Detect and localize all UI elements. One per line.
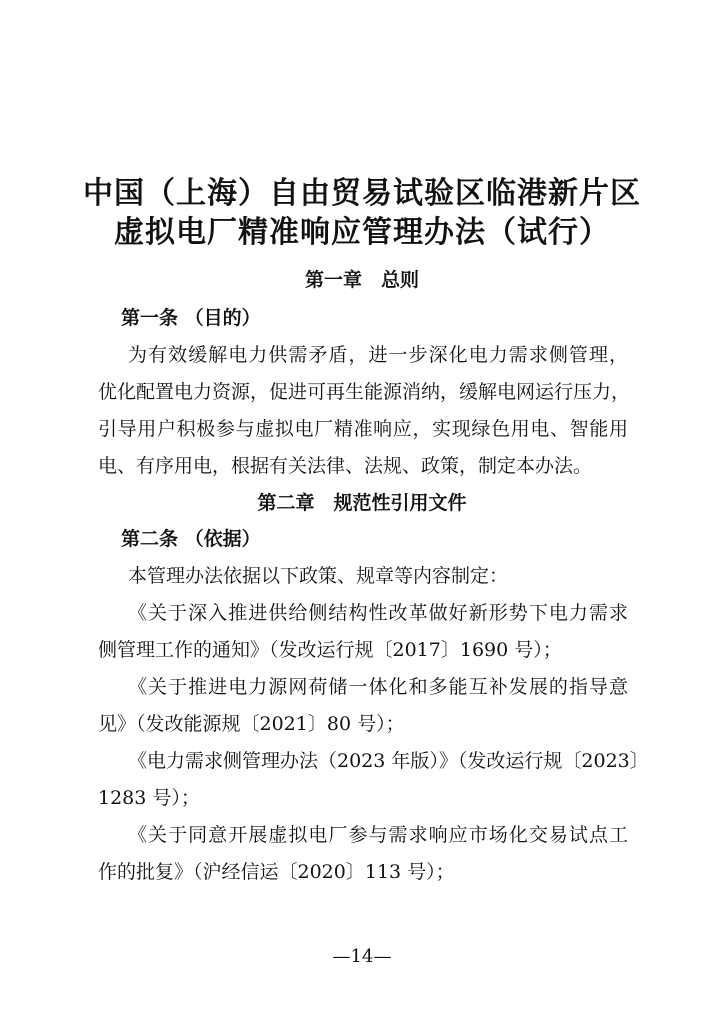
article-1-line-2: 优化配置电力资源，促进可再生能源消纳，缓解电网运行压力， — [98, 381, 631, 403]
article-1-heading: 第一条 （目的） — [121, 307, 261, 329]
article-2-heading: 第二条 （依据） — [121, 528, 261, 550]
article-1-line-3: 引导用户积极参与虚拟电厂精准响应，实现绿色用电、智能用 — [98, 418, 628, 440]
reference-1-line-2: 侧管理工作的通知》（发改运行规〔2017〕1690 号）； — [98, 639, 562, 661]
reference-3-line-2: 1283 号）； — [98, 787, 200, 809]
reference-4-line-2: 作的批复》（沪经信运〔2020〕113 号）； — [98, 861, 455, 883]
reference-4-line-1: 《关于同意开展虚拟电厂参与需求响应市场化交易试点工 — [128, 824, 628, 846]
page-number: —14— — [332, 946, 392, 967]
chapter-heading-1: 第一章 总则 — [304, 269, 419, 291]
reference-3-line-1: 《电力需求侧管理办法（2023 年版）》（发改运行规〔2023〕 — [128, 750, 649, 772]
chapter-heading-2: 第二章 规范性引用文件 — [257, 492, 467, 514]
reference-1-line-1: 《关于深入推进供给侧结构性改革做好新形势下电力需求 — [128, 602, 628, 624]
reference-2-line-2: 见》（发改能源规〔2021〕80 号）； — [98, 713, 405, 735]
document-title-line-1: 中国（上海）自由贸易试验区临港新片区 — [83, 176, 641, 211]
document-title-line-2: 虚拟电厂精准响应管理办法（试行） — [114, 215, 610, 250]
article-2-intro: 本管理办法依据以下政策、规章等内容制定： — [128, 565, 509, 587]
article-1-line-1: 为有效缓解电力供需矛盾，进一步深化电力需求侧管理， — [128, 344, 628, 366]
article-1-line-4: 电、有序用电，根据有关法律、法规、政策，制定本办法。 — [98, 455, 593, 477]
reference-2-line-1: 《关于推进电力源网荷储一体化和多能互补发展的指导意 — [128, 676, 628, 698]
